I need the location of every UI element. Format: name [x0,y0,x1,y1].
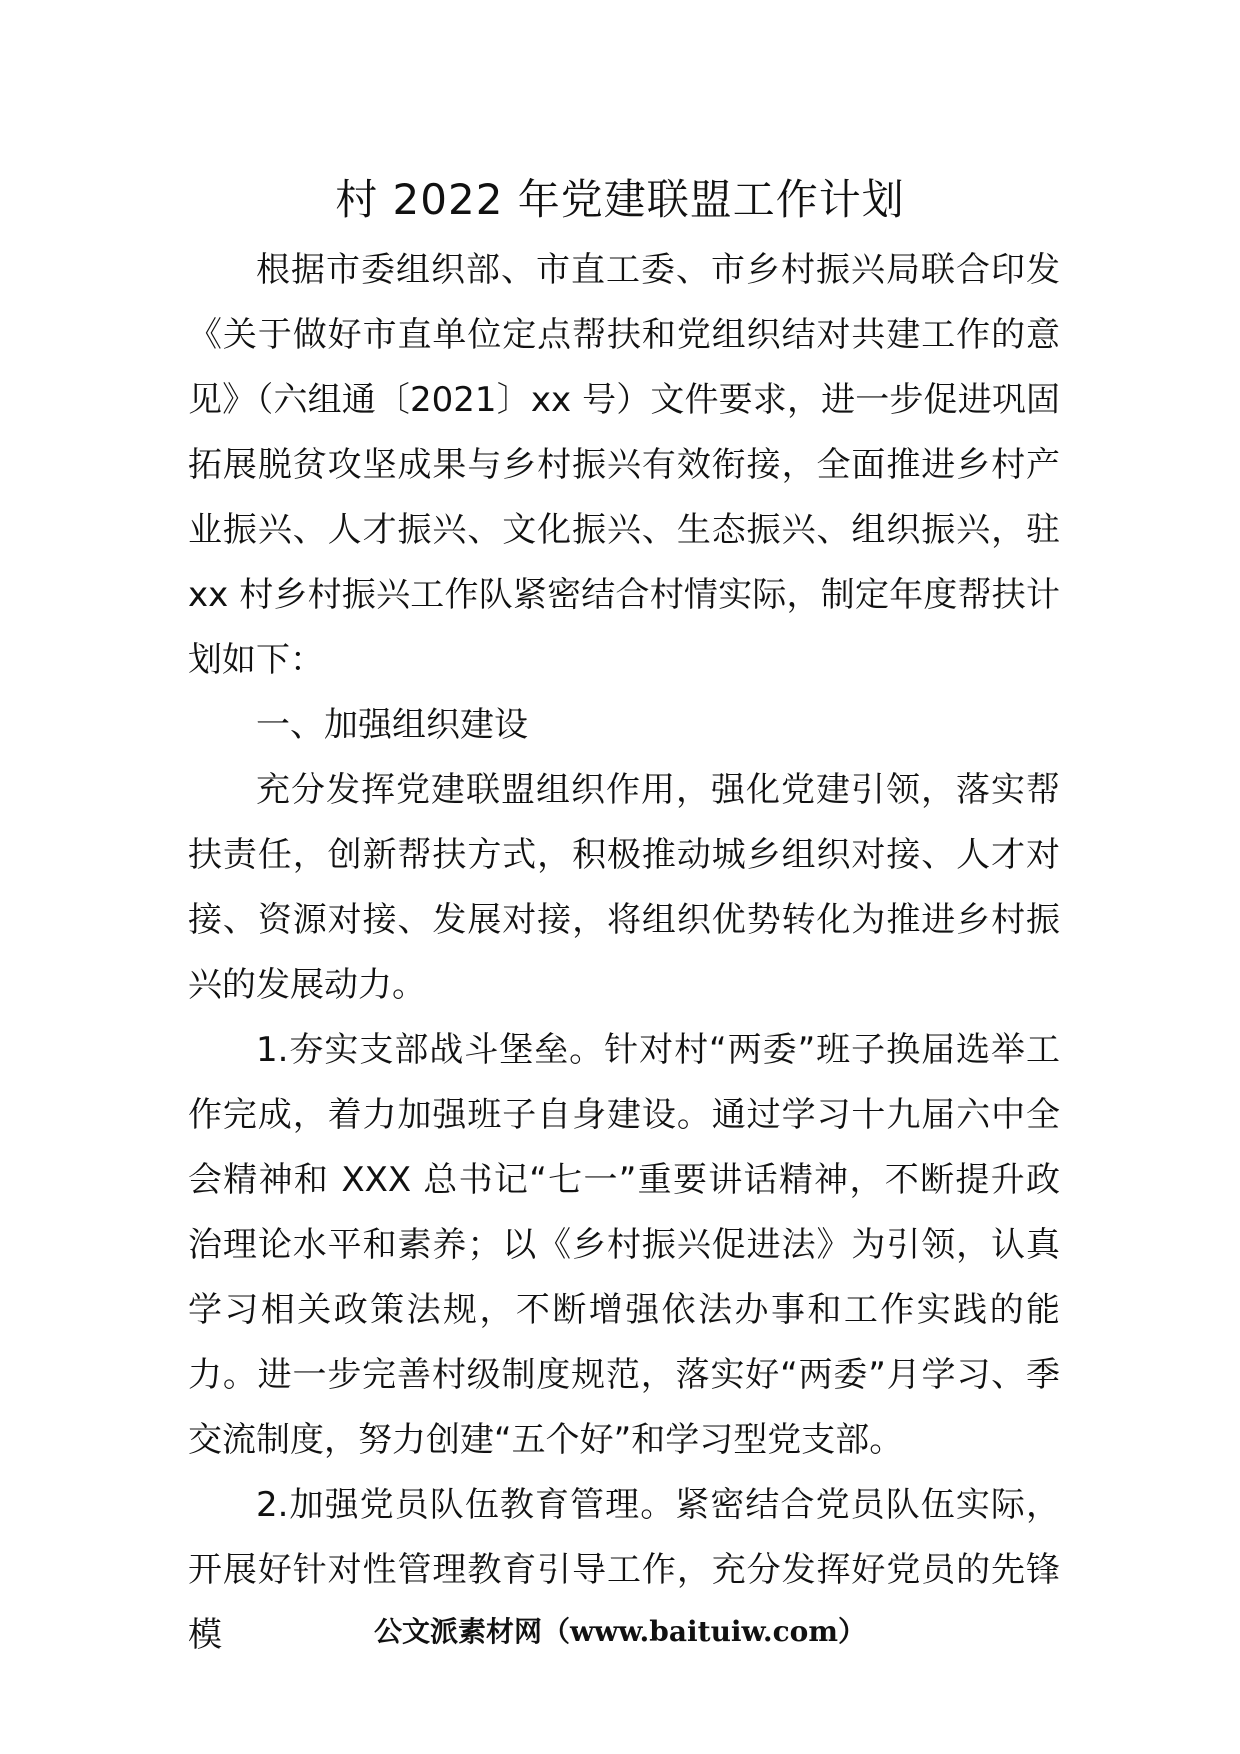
section-paragraph: 充分发挥党建联盟组织作用，强化党建引领，落实帮扶责任，创新帮扶方式，积极推动城乡组织对接、人才对接、资源对接、发展对接，将组织优势转化为推进乡村振兴的发展动力。 [188,770,1060,1005]
intro-paragraph: 根据市委组织部、市直工委、市乡村振兴局联合印发《关于做好市直单位定点帮扶和党组织结对共建工作的意见》（六组通〔2021〕xx 号）文件要求，进一步促进巩固拓展脱贫攻坚成果与乡村振兴有效衔接，全面推进乡村产业振兴、人才振兴、文化振兴、生态振兴、组织振兴，驻 xx 村乡村振兴工作队紧密结合村情实际，制定年度帮扶计划如下： [188,250,1060,680]
document-body [188,238,1060,1668]
item-paragraph-2: 2.加强党员队伍教育管理。紧密结合党员队伍实际，开展好针对性管理教育引导工作，充分发挥好党员的先锋模 [188,1485,1060,1655]
item-paragraph-1: 1.夯实支部战斗堡垒。针对村“两委”班子换届选举工作完成，着力加强班子自身建设。通过学习十九届六中全会精神和 XXX 总书记“七一”重要讲话精神，不断提升政治理论水平和素养；以《乡村振兴促进法》为引领，认真学习相关政策法规，不断增强依法办事和工作实践的能力。进一步完善村级制度规范，落实好“两委”月学习、季交流制度，努力创建“五个好”和学习型党支部。 [188,1030,1060,1460]
footer-watermark: 公文派素材网（www.baituiw.com） [374,1615,866,1648]
section-heading: 一、加强组织建设 [256,705,528,745]
document-title: 村 2022 年党建联盟工作计划 [335,175,905,224]
